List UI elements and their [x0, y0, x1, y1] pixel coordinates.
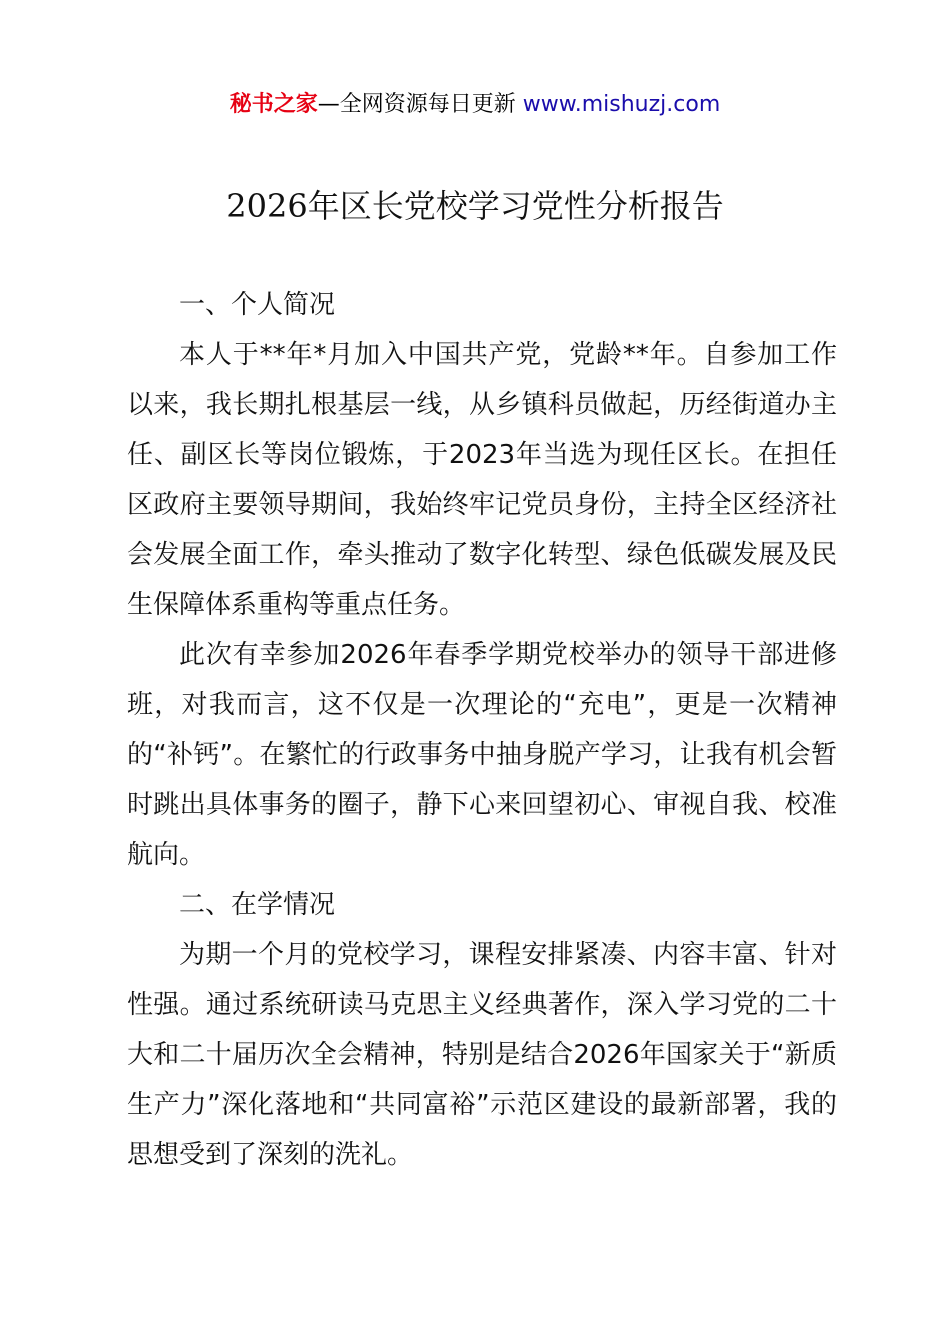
brand-name[interactable]: 秘书之家: [229, 92, 318, 117]
site-header: [0, 88, 950, 122]
site-url-link[interactable]: www.mishuzj.com: [522, 92, 721, 117]
document-body: [127, 280, 837, 1180]
section-heading: 二、在学情况: [179, 890, 336, 920]
paragraph: 为期一个月的党校学习，课程安排紧凑、内容丰富、针对性强。通过系统研读马克思主义经典著作，深入学习党的二十大和二十届历次全会精神，特别是结合2026年国家关于“新质生产力”深化落地和“共同富裕”示范区建设的最新部署，我的思想受到了深刻的洗礼。: [127, 940, 837, 1170]
header-tagline: —全网资源每日更新: [317, 92, 523, 117]
document-title: 2026年区长党校学习党性分析报告: [226, 187, 724, 225]
paragraph: 本人于**年*月加入中国共产党，党龄**年。自参加工作以来，我长期扎根基层一线，从乡镇科员做起，历经街道办主任、副区长等岗位锻炼，于2023年当选为现任区长。在担任区政府主要领导期间，我始终牢记党员身份，主持全区经济社会发展全面工作，牵头推动了数字化转型、绿色低碳发展及民生保障体系重构等重点任务。: [127, 340, 837, 620]
paragraph: 此次有幸参加2026年春季学期党校举办的领导干部进修班，对我而言，这不仅是一次理论的“充电”，更是一次精神的“补钙”。在繁忙的行政事务中抽身脱产学习，让我有机会暂时跳出具体事务的圈子，静下心来回望初心、审视自我、校准航向。: [127, 640, 837, 870]
section-heading: 一、个人简况: [179, 290, 336, 320]
